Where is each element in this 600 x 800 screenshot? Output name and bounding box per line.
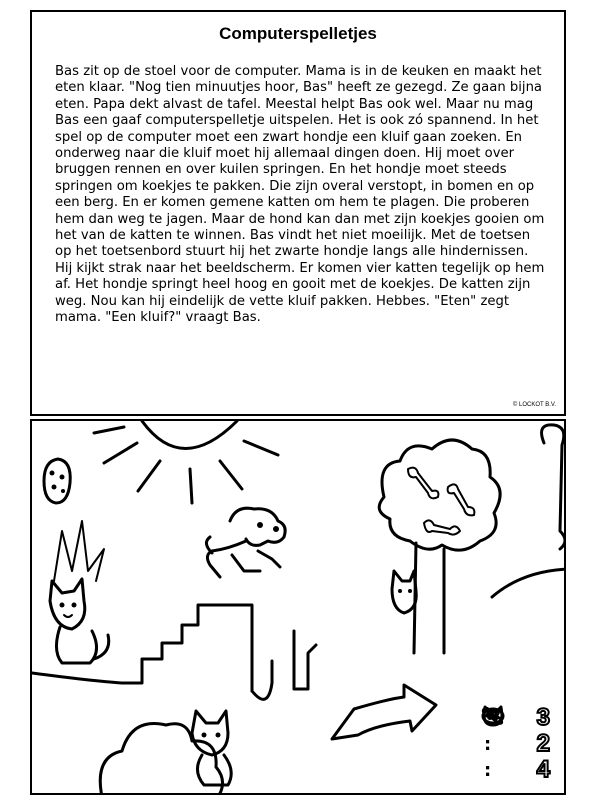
page-title: Computerspelletjes xyxy=(219,24,377,43)
legend-colon: : xyxy=(484,733,492,755)
cat-count: 3 xyxy=(536,704,550,731)
score-legend xyxy=(480,705,550,783)
arrow-right-icon xyxy=(332,685,436,739)
legend-colon: : xyxy=(484,707,492,729)
legend-colon: : xyxy=(484,759,492,781)
story-text: Bas zit op de stoel voor de computer. Mama is in de keuken en maakt het eten klaar. "Nog tien minuutjes hoor, Bas" heeft ze gezegd. Ze gaan bijna eten. Papa dekt alvast de tafel. Meestal helpt Bas ook wel. Maar nu mag Bas een gaaf computerspelletje uitspelen. Het is ook zó spannend. In het spel op de computer moet een zwart hondje een kluif gaan zoeken. En onderweg naar die kluif moet hij allemaal dingen doen. Hij moet over bruggen rennen en over kuilen springen. En het hondje moet steeds springen om koekjes te pakken. Die zijn overal verstopt, in bomen en op een berg. En er komen gemene katten om hem te plagen. Die proberen hem dan weg te jagen. Maar de hond kan dan met zijn koekjes gooien om het van de katten te winnen. Bas vindt het niet moeilijk. Met de toetsen op het toetsenbord stuurt hij het zwarte hondje langs alle hindernissen. Hij kijkt strak naar het beeldscherm. Er komen vier katten tegelijk op hem af. Het hondje springt heel hoog en gooit met de koekjes. De katten zijn weg. Nou kan hij eindelijk de vette kluif pakken. Hebbes. "Eten" zegt mama. "Een kluif?" vraagt Bas. xyxy=(55,64,545,326)
stairs xyxy=(122,605,316,699)
cookie-count: 2 xyxy=(536,730,550,757)
cookie-icon xyxy=(44,459,70,503)
legend-row-bones xyxy=(480,757,550,783)
coloring-scene xyxy=(30,419,566,795)
sun-icon xyxy=(94,421,278,503)
cat-icon xyxy=(392,571,416,613)
copyright-notice: © LOCKOT B.V. xyxy=(512,402,556,408)
bone-icon xyxy=(480,705,506,727)
ground-line xyxy=(32,673,122,683)
grass-tuft xyxy=(54,521,104,581)
bone-count: 4 xyxy=(536,756,550,783)
hill xyxy=(492,569,566,597)
bone-icon xyxy=(542,425,565,549)
legend-row-cookies xyxy=(480,731,550,757)
dog-icon xyxy=(206,508,285,577)
cat-icon xyxy=(50,579,109,663)
tree xyxy=(379,440,500,653)
story-panel xyxy=(30,10,566,416)
